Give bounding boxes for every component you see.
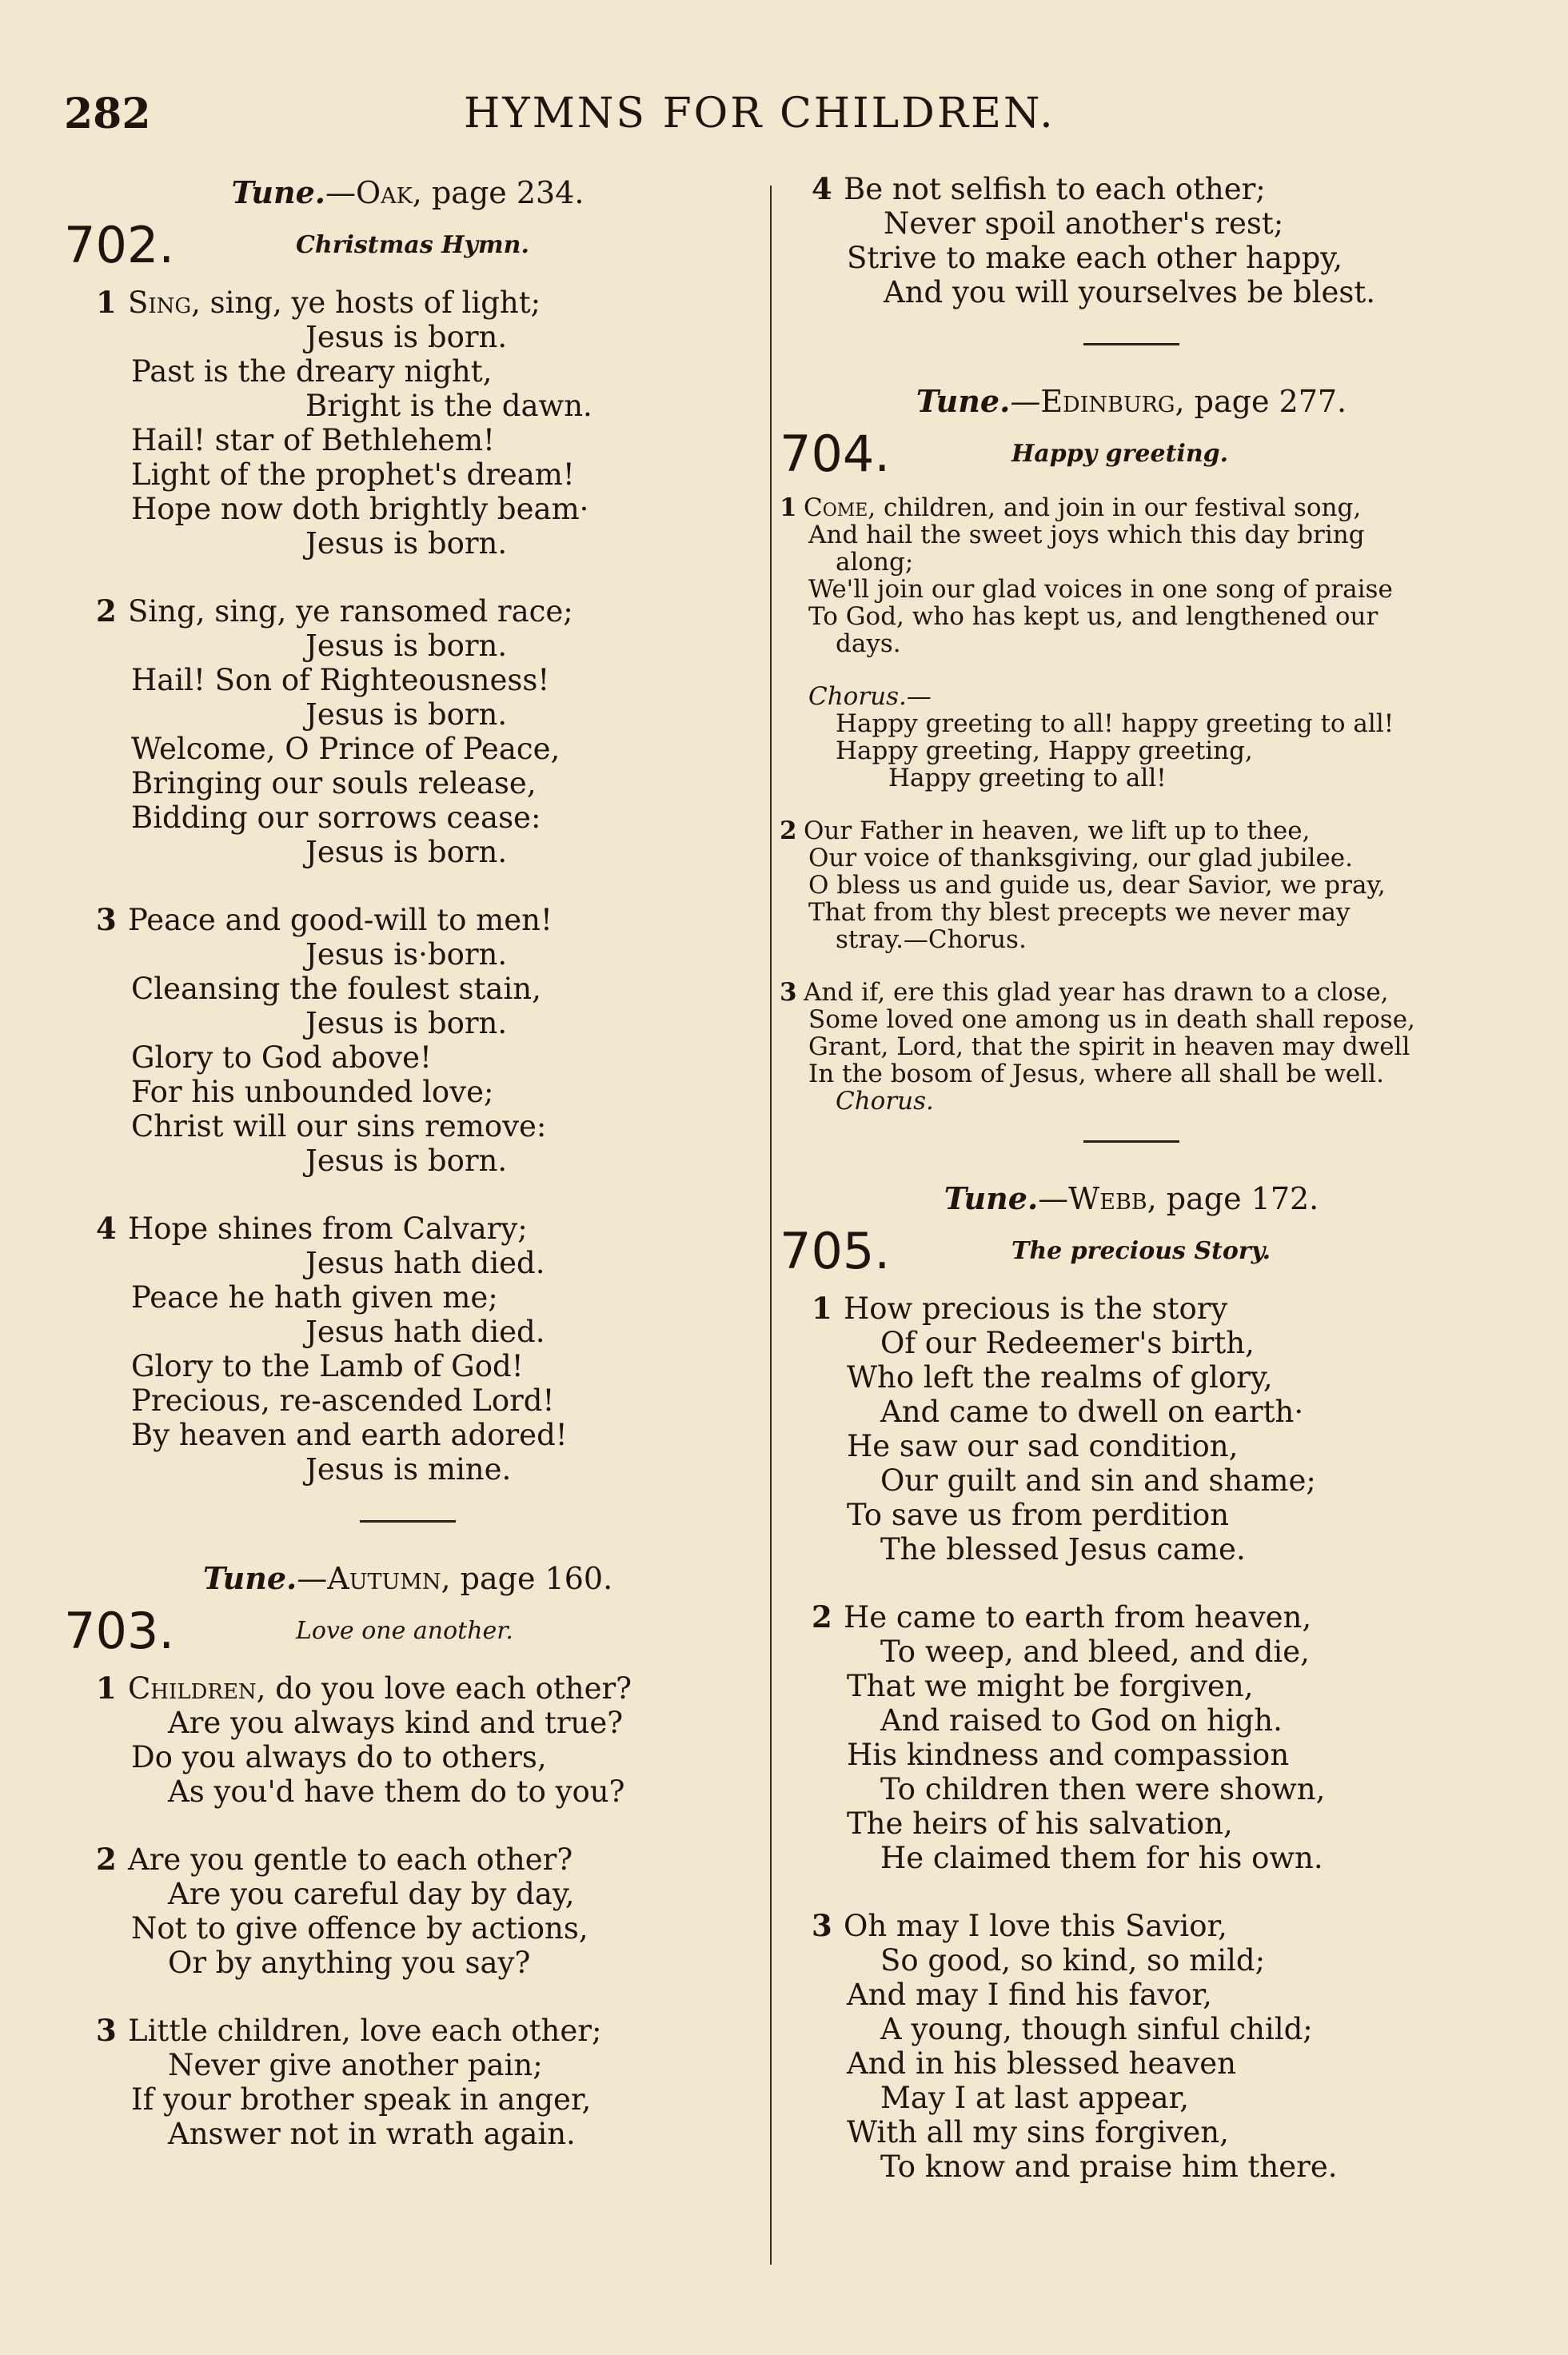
- column-divider: [770, 186, 772, 2265]
- hymn-heading: [64, 214, 752, 285]
- hymn-704: [780, 381, 1483, 1115]
- stanza: 1 Sing, sing, ye hosts of light; Jesus is born. Past is the dreary night, Bright is the dawn. Hail! star of Bethlehem! Light of the prophet's dream! Hope now doth brightly beam· Jesus is born.: [96, 285, 592, 561]
- section-rule: [1083, 1140, 1179, 1143]
- stanza: 3 Little children, love each other; Never give another pain; If your brother speak in anger, Answer not in wrath again.: [96, 2013, 602, 2151]
- chorus-label: Chorus.—: [808, 682, 932, 711]
- stanza: 3 And if, ere this glad year has drawn to a close, Some loved one among us in death shall repose, Grant, Lord, that the spirit in heaven may dwell In the bosom of Jesus, where all shall be well. Chorus.: [780, 978, 1415, 1116]
- hymn-heading: [64, 1599, 752, 1671]
- hymn-number: 702.: [64, 216, 175, 274]
- stanza: 3 Oh may I love this Savior, So good, so kind, so mild; And may I find his favor, A young, though sinful child; And in his blessed heaven May I at last appear, With all my sins forgiven, To know and praise him there.: [812, 1908, 1338, 2184]
- stanza: 2 Our Father in heaven, we lift up to thee, Our voice of thanksgiving, our glad jubilee. O bless us and guide us, dear Savior, we pray, That from thy blest precepts we never may stray.—Chorus.: [780, 816, 1386, 954]
- tune-line: Tune.—Edinburg, page 277.: [916, 383, 1347, 419]
- hymn-heading: [780, 422, 1483, 494]
- page-number: 282: [64, 90, 151, 138]
- hymn-title: Love one another.: [296, 1617, 513, 1645]
- hymn-title: The precious Story.: [1011, 1237, 1271, 1265]
- running-title: HYMNS FOR CHILDREN.: [464, 90, 1055, 138]
- hymn-702: [64, 172, 752, 1487]
- chorus: Chorus.— Happy greeting to all! happy greeting to all! Happy greeting, Happy greeting, Happy greeting to all!: [780, 683, 1483, 792]
- hymn-number: 704.: [780, 425, 891, 483]
- stanza: 2 Sing, sing, ye ransomed race; Jesus is born. Hail! Son of Righteousness! Jesus is born. Welcome, O Prince of Peace, Bringing our souls release, Bidding our sorrows cease: Jesus is born.: [96, 593, 573, 869]
- hymn-703: [64, 1558, 752, 2151]
- stanza: 3 Peace and good-will to men! Jesus is·born. Cleansing the foulest stain, Jesus is born. Glory to God above! For his unbounded love; Christ will our sins remove: Jesus is born.: [96, 902, 553, 1178]
- left-column: [64, 172, 752, 2185]
- tune-line: Tune.—Autumn, page 160.: [202, 1560, 613, 1596]
- hymn-title: Happy greeting.: [1011, 440, 1229, 468]
- hymn-705: [780, 1178, 1483, 2184]
- stanza: 1 How precious is the story Of our Redeemer's birth, Who left the realms of glory, And came to dwell on earth· He saw our sad condition, Our guilt and sin and shame; To save us from perdition The blessed Jesus came.: [812, 1291, 1316, 1567]
- tune-line: Tune.—Webb, page 172.: [944, 1180, 1319, 1216]
- stanza: 2 Are you gentle to each other? Are you careful day by day, Not to give offence by actions, Or by anything you say?: [96, 1842, 588, 1980]
- stanza: 1 Children, do you love each other? Are you always kind and true? Do you always do to others, As you'd have them do to you?: [96, 1670, 632, 1809]
- section-rule: [360, 1520, 456, 1523]
- hymn-heading: [780, 1219, 1483, 1291]
- stanza: 1 Come, children, and join in our festival song, And hail the sweet joys which this day bring along; We'll join our glad voices in one song of praise To God, who has kept us, and lengthened our days.: [780, 493, 1393, 658]
- tune-line: Tune.—Oak, page 234.: [231, 174, 585, 210]
- hymn-title: Christmas Hymn.: [296, 231, 529, 259]
- stanza: 4 Be not selfish to each other; Never spoil another's rest; Strive to make each other happy, And you will yourselves be blest.: [812, 171, 1376, 309]
- section-rule: [1083, 343, 1179, 345]
- stanza: 2 He came to earth from heaven, To weep, and bleed, and die, That we might be forgiven, And raised to God on high. His kindness and compassion To children then were shown, The heirs of his salvation, He claimed them for his own.: [812, 1599, 1326, 1875]
- stanza: 4 Hope shines from Calvary; Jesus hath died. Peace he hath given me; Jesus hath died. Glory to the Lamb of God! Precious, re-ascended Lord! By heaven and earth adored! Jesus is mine.: [96, 1211, 568, 1487]
- page-header: [64, 90, 1503, 146]
- right-column: [780, 172, 1483, 2217]
- hymn-number: 703.: [64, 1602, 175, 1660]
- hymn-number: 705.: [780, 1222, 891, 1280]
